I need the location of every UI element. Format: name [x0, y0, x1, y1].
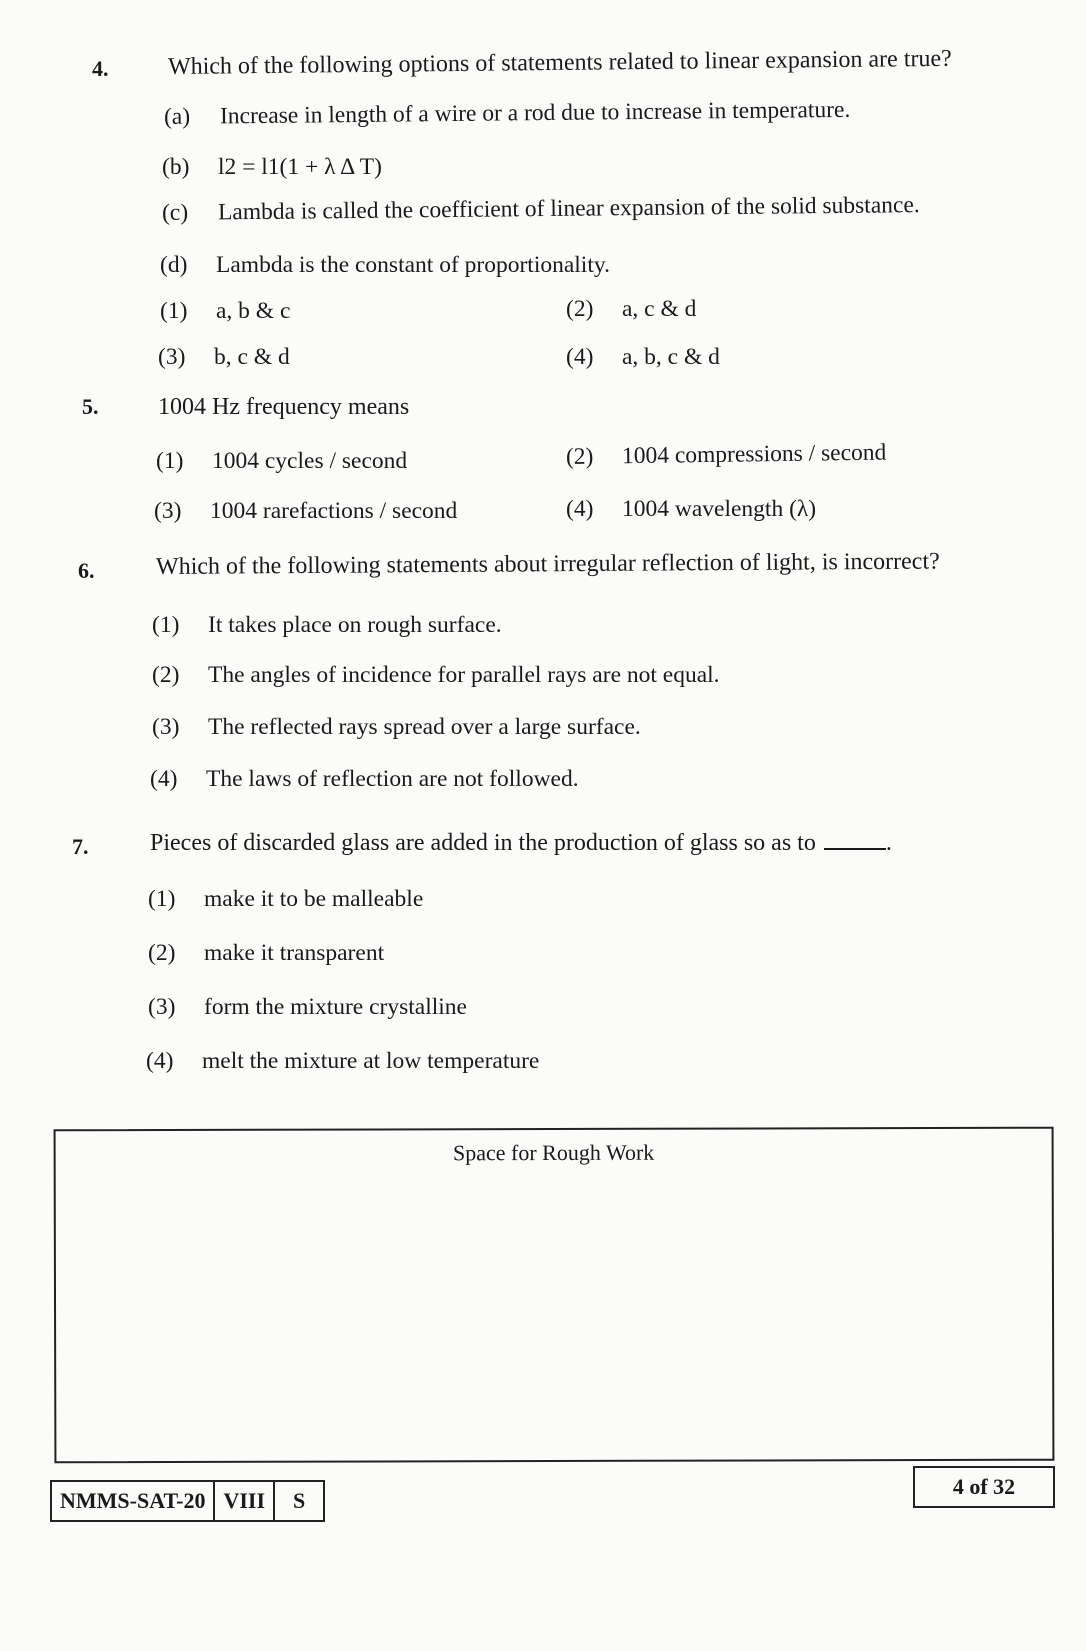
- option-label: (2): [152, 662, 180, 688]
- option-label: (2): [148, 940, 176, 966]
- statement-text: Lambda is the constant of proportionality.: [216, 252, 610, 278]
- option-label: (3): [148, 994, 176, 1020]
- statement-label: (b): [162, 154, 190, 180]
- option-label: (2): [566, 296, 594, 322]
- option-text: form the mixture crystalline: [204, 994, 467, 1020]
- exam-code: NMMS-SAT-20: [52, 1482, 215, 1520]
- option-item[interactable]: [156, 448, 407, 475]
- option-item[interactable]: [146, 1048, 539, 1075]
- statement-label: (a): [163, 103, 191, 130]
- statement-item: [164, 97, 851, 131]
- option-item[interactable]: [152, 714, 641, 741]
- option-label: (3): [158, 344, 186, 370]
- statement-text: Lambda is called the coefficient of linear expansion of the solid substance.: [217, 192, 920, 226]
- question-number: 4.: [92, 56, 109, 81]
- question-number: 6.: [78, 558, 95, 583]
- paper-code-box: [50, 1480, 325, 1522]
- option-item[interactable]: [148, 994, 467, 1021]
- question-text: Pieces of discarded glass are added in the production of glass so as to .: [150, 830, 892, 856]
- option-label: (1): [156, 448, 184, 474]
- question-number: 7.: [72, 834, 89, 859]
- option-text: The reflected rays spread over a large surface.: [208, 714, 641, 740]
- option-item[interactable]: [566, 440, 887, 471]
- option-label: (2): [565, 443, 594, 470]
- option-text: a, b & c: [216, 298, 291, 324]
- option-item[interactable]: [566, 344, 720, 371]
- option-item[interactable]: [158, 344, 290, 371]
- option-item[interactable]: [152, 612, 502, 639]
- option-label: (4): [566, 496, 594, 522]
- option-text: b, c & d: [214, 344, 290, 370]
- option-text: The angles of incidence for parallel rays are not equal.: [208, 662, 720, 688]
- option-text: 1004 compressions / second: [621, 439, 887, 470]
- option-item[interactable]: [150, 766, 579, 793]
- option-text: 1004 rarefactions / second: [210, 498, 458, 524]
- option-text: make it to be malleable: [204, 886, 424, 912]
- option-text: a, c & d: [622, 296, 697, 322]
- option-item[interactable]: [152, 662, 720, 689]
- question-text: Which of the following options of statements related to linear expansion are true?: [167, 45, 952, 80]
- option-item[interactable]: [148, 940, 384, 967]
- class-code: VIII: [215, 1482, 275, 1520]
- set-code: S: [293, 1488, 306, 1513]
- option-text: make it transparent: [204, 940, 385, 966]
- question-text: 1004 Hz frequency means: [158, 394, 410, 420]
- statement-text: Increase in length of a wire or a rod due to increase in temperature.: [219, 96, 851, 130]
- rough-work-box: [54, 1127, 1055, 1464]
- option-text: a, b, c & d: [622, 344, 720, 370]
- option-item[interactable]: [566, 296, 696, 323]
- statement-formula: l2 = l1(1 + λ Δ T): [218, 154, 382, 180]
- page-number: 4 of 32: [913, 1466, 1055, 1508]
- option-label: (1): [160, 298, 188, 324]
- option-label: (4): [150, 766, 178, 792]
- option-item[interactable]: [160, 298, 290, 325]
- question-text: Which of the following statements about irregular reflection of light, is incorrect?: [155, 548, 940, 580]
- option-label: (1): [148, 886, 176, 912]
- option-item[interactable]: [566, 496, 816, 523]
- answer-blank: [824, 830, 886, 850]
- statement-item: [160, 252, 610, 279]
- option-text: melt the mixture at low temperature: [202, 1048, 540, 1074]
- option-label: (4): [566, 344, 594, 370]
- option-label: (3): [154, 498, 182, 524]
- question-number: 5.: [82, 394, 99, 419]
- option-text: 1004 cycles / second: [212, 448, 408, 474]
- option-text: The laws of reflection are not followed.: [206, 766, 579, 792]
- statement-label: (c): [161, 199, 189, 226]
- option-text: 1004 wavelength (λ): [622, 496, 817, 522]
- statement-item: [162, 192, 920, 227]
- statement-label: (d): [160, 252, 188, 278]
- option-item[interactable]: [148, 886, 423, 913]
- option-label: (4): [146, 1048, 174, 1074]
- option-text: It takes place on rough surface.: [208, 612, 502, 638]
- option-label: (1): [152, 612, 180, 638]
- statement-item: [162, 154, 382, 181]
- rough-work-title: Space for Rough Work: [452, 1139, 655, 1166]
- option-item[interactable]: [154, 498, 457, 525]
- question-text-body: Pieces of discarded glass are added in the production of glass so as to: [150, 830, 816, 856]
- option-label: (3): [152, 714, 180, 740]
